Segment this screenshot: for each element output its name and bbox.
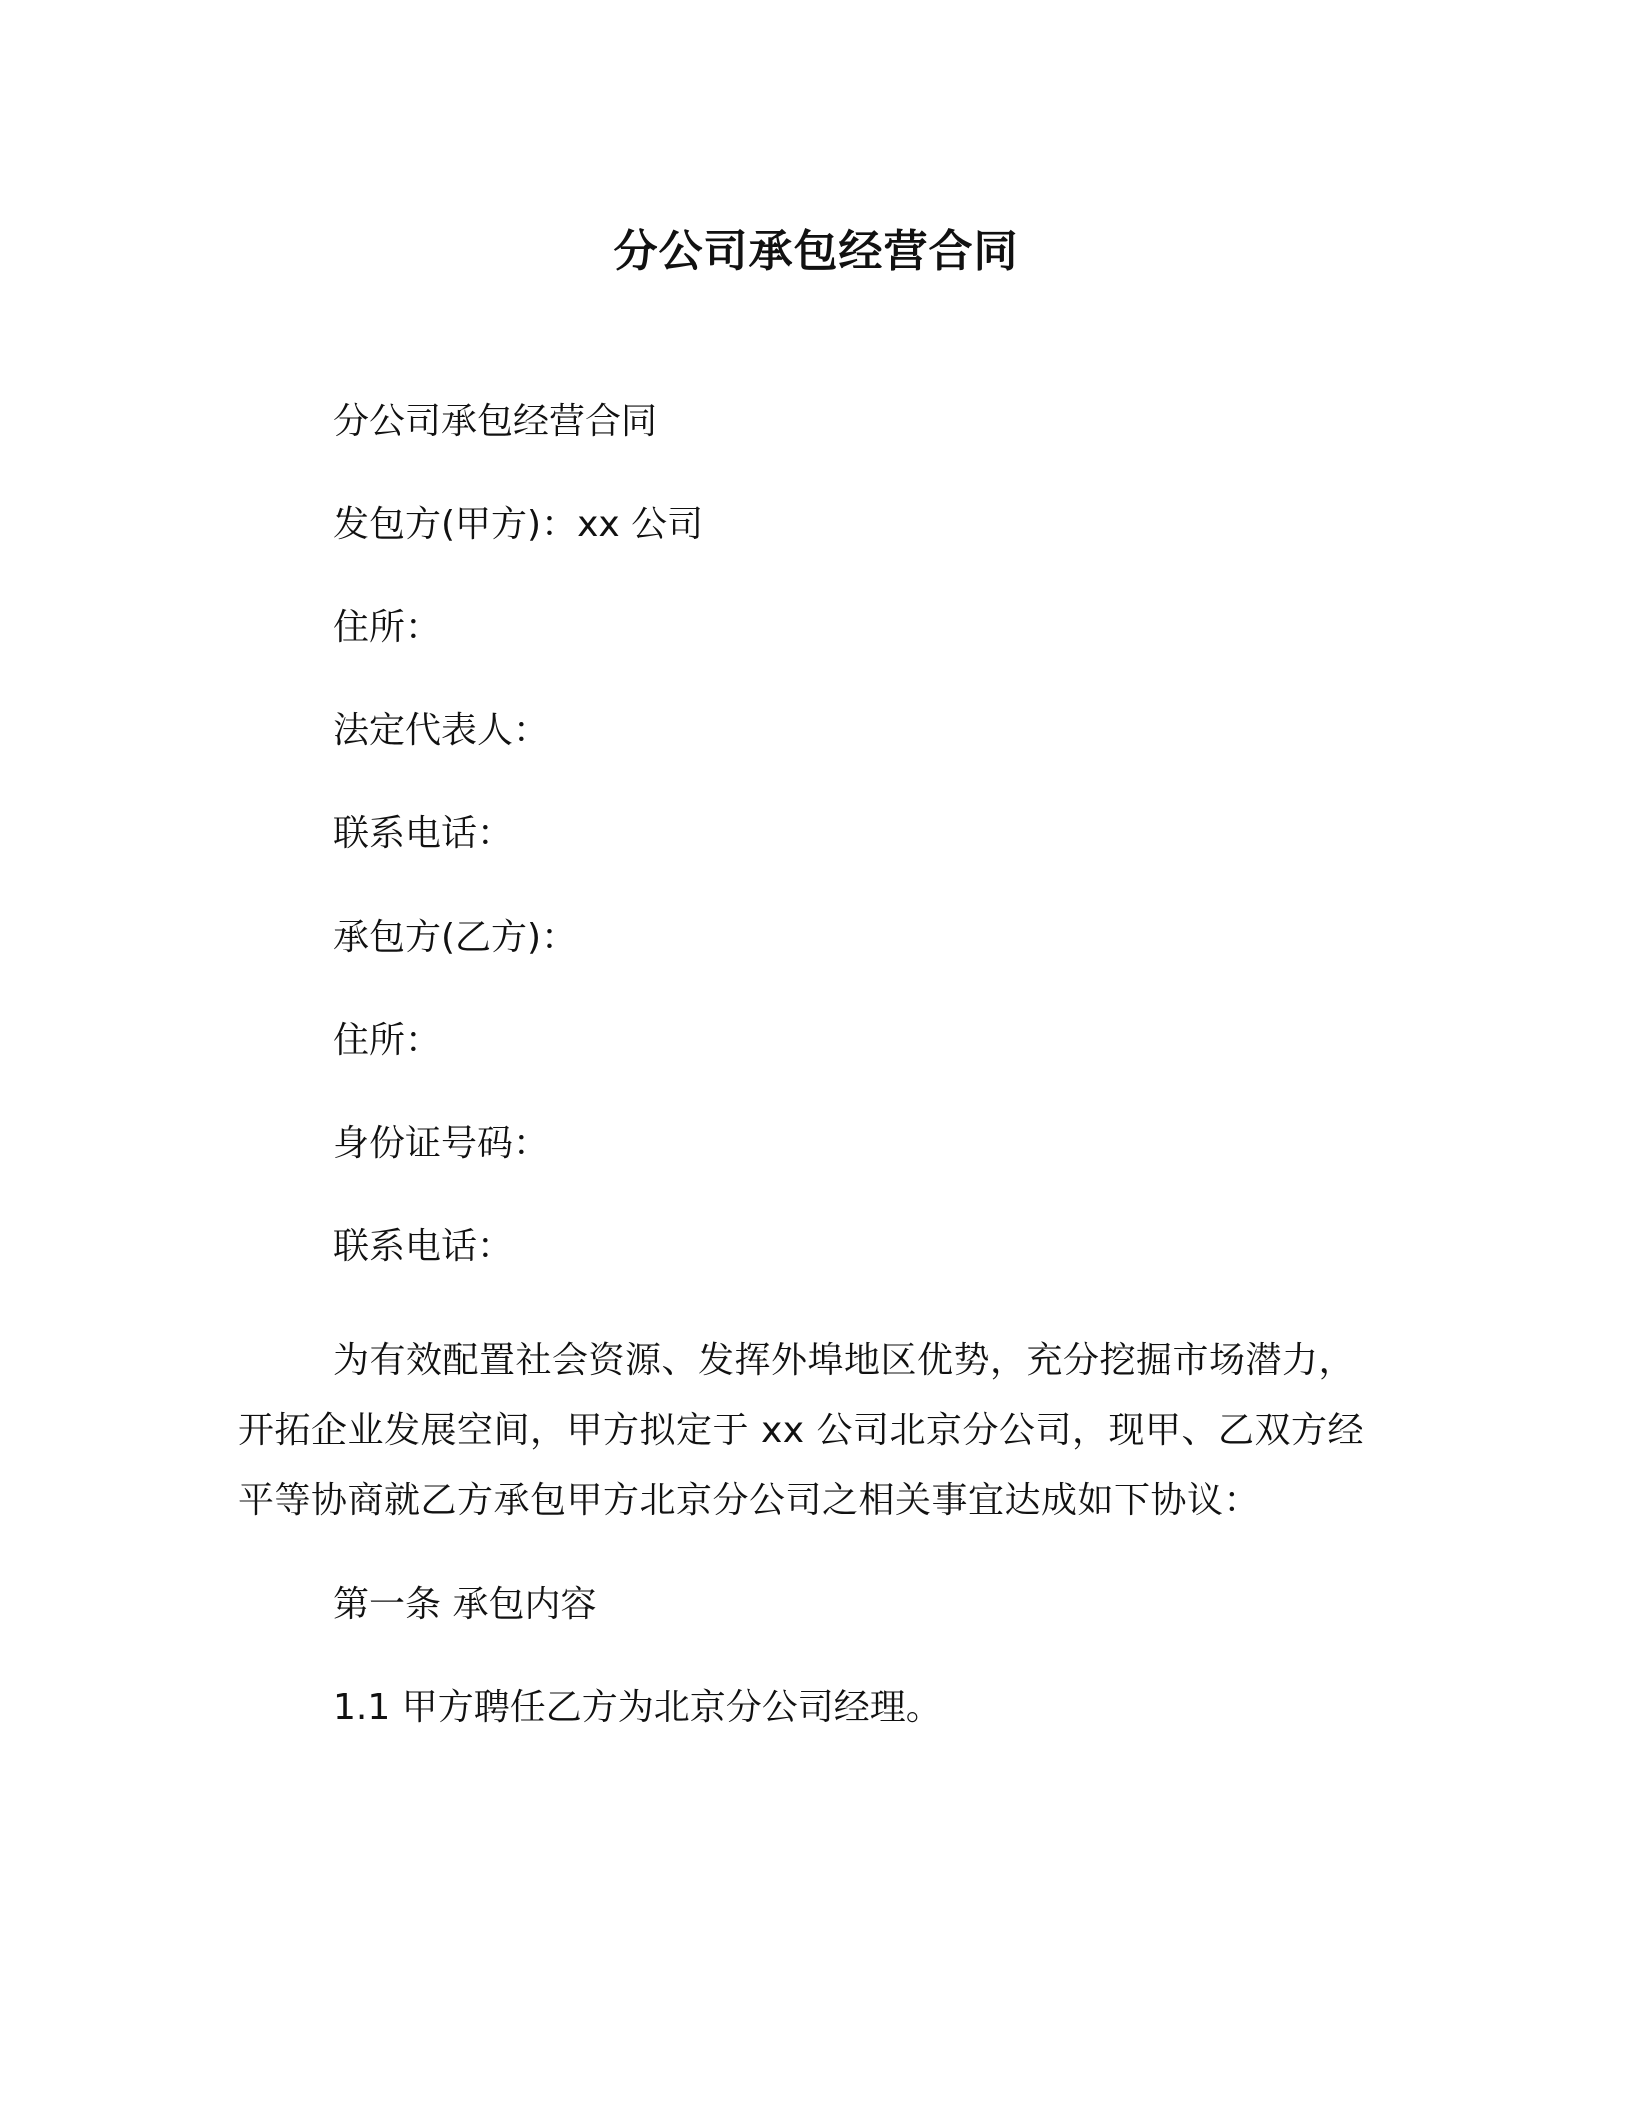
party-a-phone-line: 联系电话：	[333, 813, 514, 854]
party-a-address-line: 住所：	[333, 607, 442, 648]
party-b-line: 承包方(乙方)：	[333, 917, 578, 958]
clause-1-1: 1.1 甲方聘任乙方为北京分公司经理。	[333, 1687, 942, 1728]
preamble-paragraph: 为有效配置社会资源、发挥外埠地区优势，充分挖掘市场潜力，开拓企业发展空间，甲方拟定于 xx 公司北京分公司，现甲、乙双方经平等协商就乙方承包甲方北京分公司之相关事宜达成如下协议：	[238, 1340, 1364, 1521]
party-a-legal-rep-line: 法定代表人：	[333, 710, 550, 751]
party-b-phone-line: 联系电话：	[333, 1226, 514, 1267]
party-a-line: 发包方(甲方)：xx 公司	[333, 504, 704, 545]
article-1-heading: 第一条 承包内容	[333, 1584, 597, 1625]
party-b-address-line: 住所：	[333, 1020, 442, 1061]
contract-subtitle: 分公司承包经营合同	[333, 401, 658, 442]
document-title: 分公司承包经营合同	[613, 226, 1019, 277]
party-b-id-line: 身份证号码：	[333, 1123, 550, 1164]
